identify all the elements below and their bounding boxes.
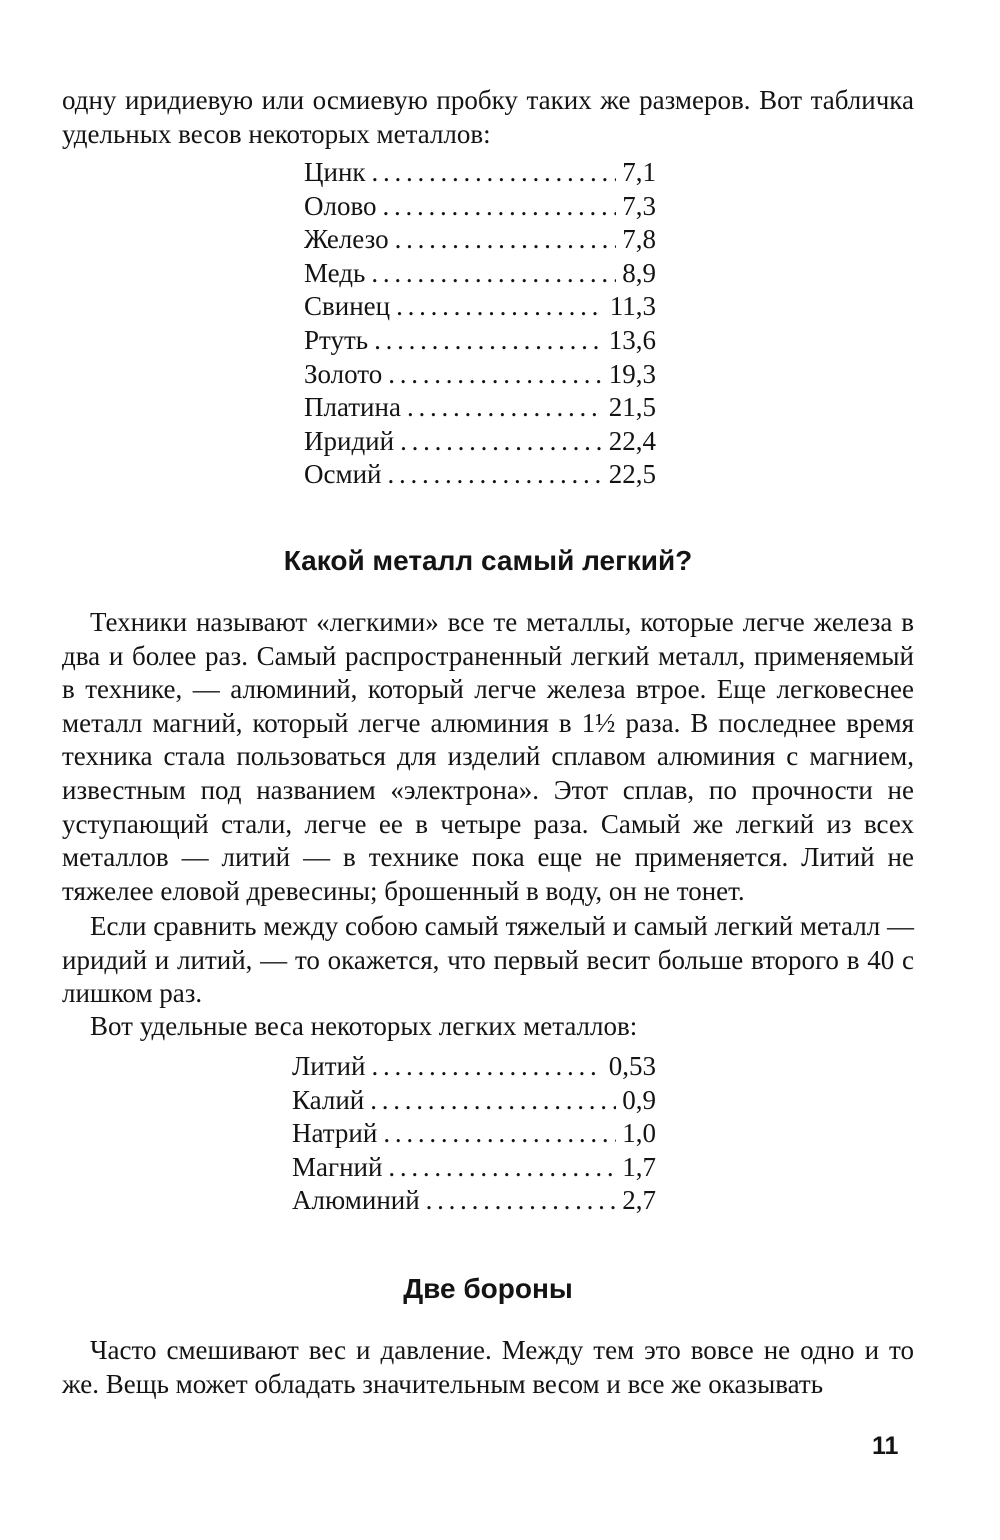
dot-leader [374,324,603,358]
metal-value: 13,6 [608,324,656,355]
metal-value: 7,8 [622,224,656,255]
metal-value: 21,5 [608,392,656,423]
table-row [304,458,656,492]
metal-name: Осмий [304,459,382,490]
table-row [304,156,656,190]
dot-leader [383,1117,616,1151]
table-row [304,190,656,224]
metal-name: Олово [304,190,377,221]
table-row [304,425,656,459]
metal-value: 0,53 [608,1051,656,1081]
section1-paragraph-1: Техники называют «легкими» все те металлы, которые легче железа в два и более раз. Самый распространенный легкий металл, применяемый в технике, — алюминий, который легче железа втрое. Еще легковеснее металл магний, который легче алюминия в 1½ раза. В последнее время техника стала пользоваться для изделий сплавом алюминия с магнием, известным под названием «электрона». Этот сплав, по прочности не уступающий стали, легче ее в четыре раза. Самый же легкий из всех металлов — литий — в технике пока еще не применяется. Литий не тяжелее еловой древесины; брошенный в воду, он не тонет. [62,607,914,906]
heavy-metals-table [304,156,656,492]
table-row [304,358,656,392]
light-metals-table [292,1050,656,1218]
metal-value: 2,7 [622,1185,656,1216]
dot-leader [372,156,617,190]
metal-value: 11,3 [609,291,656,322]
metal-value: 22,4 [608,425,656,456]
metal-value: 8,9 [622,257,656,288]
dot-leader [400,425,603,459]
metal-value: 7,1 [622,157,656,187]
section-heading-two-harrows: Две бороны [403,1273,573,1304]
metal-value: 7,3 [622,190,656,221]
table-row [304,290,656,324]
table-row [292,1084,656,1118]
metal-name: Железо [304,224,389,255]
intro-paragraph: одну иридиевую или осмиевую пробку таких же размеров. Вот табличка удельных весов некоторых металлов: [62,85,914,149]
table-row [304,257,656,291]
metal-name: Платина [304,392,401,423]
metal-name: Цинк [304,157,366,187]
dot-leader [388,358,603,392]
table-row [304,223,656,257]
section-heading-lightest-metal: Какой металл самый легкий? [283,545,693,576]
table-row [292,1184,656,1218]
dot-leader [371,1050,602,1084]
dot-leader [407,391,603,425]
section1-paragraph-3: Вот удельные веса некоторых легких металлов: [90,1011,638,1041]
dot-leader [387,458,602,492]
dot-leader [371,257,616,291]
metal-name: Натрий [292,1118,378,1149]
metal-value: 1,0 [622,1118,656,1149]
dot-leader [426,1184,617,1218]
metal-name: Калий [292,1084,365,1115]
table-row [292,1050,656,1084]
metal-value: 0,9 [622,1084,656,1115]
dot-leader [395,223,617,257]
metal-value: 22,5 [608,459,656,490]
dot-leader [396,290,604,324]
page-number: 11 [872,1432,899,1460]
table-row [304,324,656,358]
section2-paragraph-1: Часто смешивают вес и давление. Между тем это вовсе не одно и то же. Вещь может обладать значительным весом и все же оказывать [62,1335,914,1399]
dot-leader [388,1151,616,1185]
section1-paragraph-2: Если сравнить между собою самый тяжелый и самый легкий металл — иридий и литий, — то окажется, что первый весит больше второго в 40 с лишком раз. [62,911,914,1009]
dot-leader [370,1084,616,1118]
metal-name: Золото [304,358,383,389]
metal-value: 19,3 [608,358,656,389]
metal-name: Магний [292,1151,383,1182]
metal-name: Медь [304,257,366,288]
metal-name: Алюминий [292,1185,420,1216]
table-row [292,1117,656,1151]
metal-value: 1,7 [622,1151,656,1182]
metal-name: Литий [292,1051,366,1081]
metal-name: Иридий [304,425,395,456]
metal-name: Ртуть [304,324,369,355]
dot-leader [383,190,617,224]
table-row [292,1151,656,1185]
metal-name: Свинец [304,291,391,322]
table-row [304,391,656,425]
